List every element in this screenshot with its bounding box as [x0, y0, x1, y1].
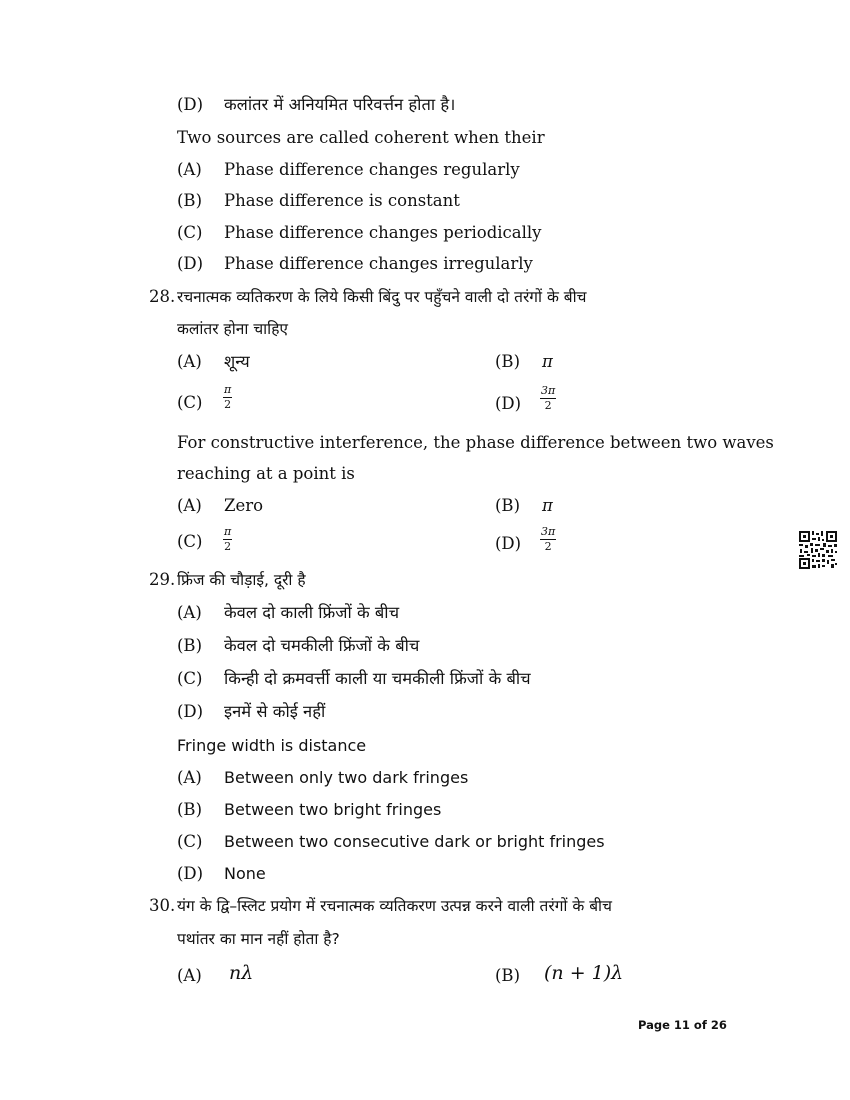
qr-code-icon — [798, 530, 838, 570]
q27-option-c-text: Phase difference changes periodically — [224, 223, 542, 242]
q27-option-b-label: (B) — [177, 191, 202, 210]
q29-hi-option-a-text: केवल दो काली फ्रिंजों के बीच — [224, 603, 400, 622]
q27-option-c-label: (C) — [177, 223, 203, 242]
q29-en-option-a-text: Between only two dark fringes — [224, 768, 469, 787]
q30-number: 30. — [149, 896, 176, 915]
q30-stem-hi-line1: यंग के द्वि–स्लिट प्रयोग में रचनात्मक व्यतिकरण उत्पन्न करने वाली तरंगों के बीच — [177, 897, 612, 915]
q27-option-a-text: Phase difference changes regularly — [224, 160, 520, 179]
fraction-numerator: π — [224, 525, 232, 538]
page-number: Page 11 of 26 — [638, 1018, 727, 1032]
q30-option-b-text: (n + 1)λ — [544, 962, 624, 984]
q28-en-option-d-label: (D) — [495, 534, 522, 553]
q28-en-option-a-text: Zero — [224, 496, 264, 515]
q30-option-a-text: nλ — [229, 962, 254, 984]
q29-hi-option-d-text: इनमें से कोई नहीं — [224, 702, 326, 721]
q28-stem-en-line1: For constructive interference, the phase difference between two waves — [177, 433, 774, 452]
q29-stem-hi: फ्रिंज की चौड़ाई, दूरी है — [177, 571, 306, 589]
fraction-numerator: 3π — [541, 525, 556, 538]
q28-hi-option-d-label: (D) — [495, 394, 522, 413]
q29-hi-option-c-text: किन्ही दो क्रमवर्त्ती काली या चमकीली फ्रिंजों के बीच — [224, 669, 531, 688]
fraction-denominator: 2 — [544, 399, 552, 412]
fraction-denominator: 2 — [544, 540, 552, 553]
fraction-numerator: π — [224, 383, 232, 396]
q28-en-option-c-label: (C) — [177, 532, 203, 551]
q27-stem-en: Two sources are called coherent when their — [177, 128, 545, 147]
fraction-numerator: 3π — [541, 384, 556, 397]
q29-en-option-a-label: (A) — [177, 768, 202, 787]
q27-option-d-hi-label: (D) — [177, 95, 204, 114]
q27-option-b-text: Phase difference is constant — [224, 191, 460, 210]
q28-number: 28. — [149, 287, 176, 306]
q28-hi-option-b-text: π — [542, 352, 553, 371]
q29-en-option-c-label: (C) — [177, 832, 203, 851]
q28-hi-option-c-fraction — [223, 384, 232, 411]
q30-stem-hi-line2: पथांतर का मान नहीं होता है? — [177, 930, 340, 948]
q29-en-option-d-text: None — [224, 864, 266, 883]
q30-option-b-label: (B) — [495, 966, 520, 985]
q28-en-option-b-label: (B) — [495, 496, 520, 515]
fraction-denominator: 2 — [224, 540, 232, 553]
q27-option-a-label: (A) — [177, 160, 202, 179]
q29-hi-option-b-label: (B) — [177, 636, 202, 655]
q28-en-option-b-text: π — [542, 496, 553, 515]
q29-number: 29. — [149, 570, 176, 589]
fraction-denominator: 2 — [224, 398, 232, 411]
q27-option-d-text: Phase difference changes irregularly — [224, 254, 533, 273]
q28-stem-hi-line1: रचनात्मक व्यतिकरण के लिये किसी बिंदु पर पहुँचने वाली दो तरंगों के बीच — [177, 288, 587, 306]
q28-hi-option-b-label: (B) — [495, 352, 520, 371]
q28-hi-option-a-text: शून्य — [224, 352, 250, 371]
q27-option-d-label: (D) — [177, 254, 204, 273]
q28-stem-en-line2: reaching at a point is — [177, 464, 355, 483]
q28-en-option-a-label: (A) — [177, 496, 202, 515]
q28-hi-option-c-label: (C) — [177, 393, 203, 412]
q29-stem-en: Fringe width is distance — [177, 736, 367, 755]
q28-en-option-d-fraction — [540, 526, 556, 553]
q28-stem-hi-line2: कलांतर होना चाहिए — [177, 320, 288, 338]
q29-hi-option-d-label: (D) — [177, 702, 204, 721]
q29-en-option-d-label: (D) — [177, 864, 204, 883]
q29-hi-option-a-label: (A) — [177, 603, 202, 622]
q29-en-option-c-text: Between two consecutive dark or bright fringes — [224, 832, 605, 851]
q29-en-option-b-text: Between two bright fringes — [224, 800, 442, 819]
q28-en-option-c-fraction — [223, 526, 232, 553]
q30-option-a-label: (A) — [177, 966, 202, 985]
q29-hi-option-b-text: केवल दो चमकीली फ्रिंजों के बीच — [224, 636, 420, 655]
q27-option-d-hi-text: कलांतर में अनियमित परिवर्त्तन होता है। — [224, 95, 456, 114]
q28-hi-option-a-label: (A) — [177, 352, 202, 371]
q29-hi-option-c-label: (C) — [177, 669, 203, 688]
q29-en-option-b-label: (B) — [177, 800, 202, 819]
q28-hi-option-d-fraction — [540, 385, 556, 412]
